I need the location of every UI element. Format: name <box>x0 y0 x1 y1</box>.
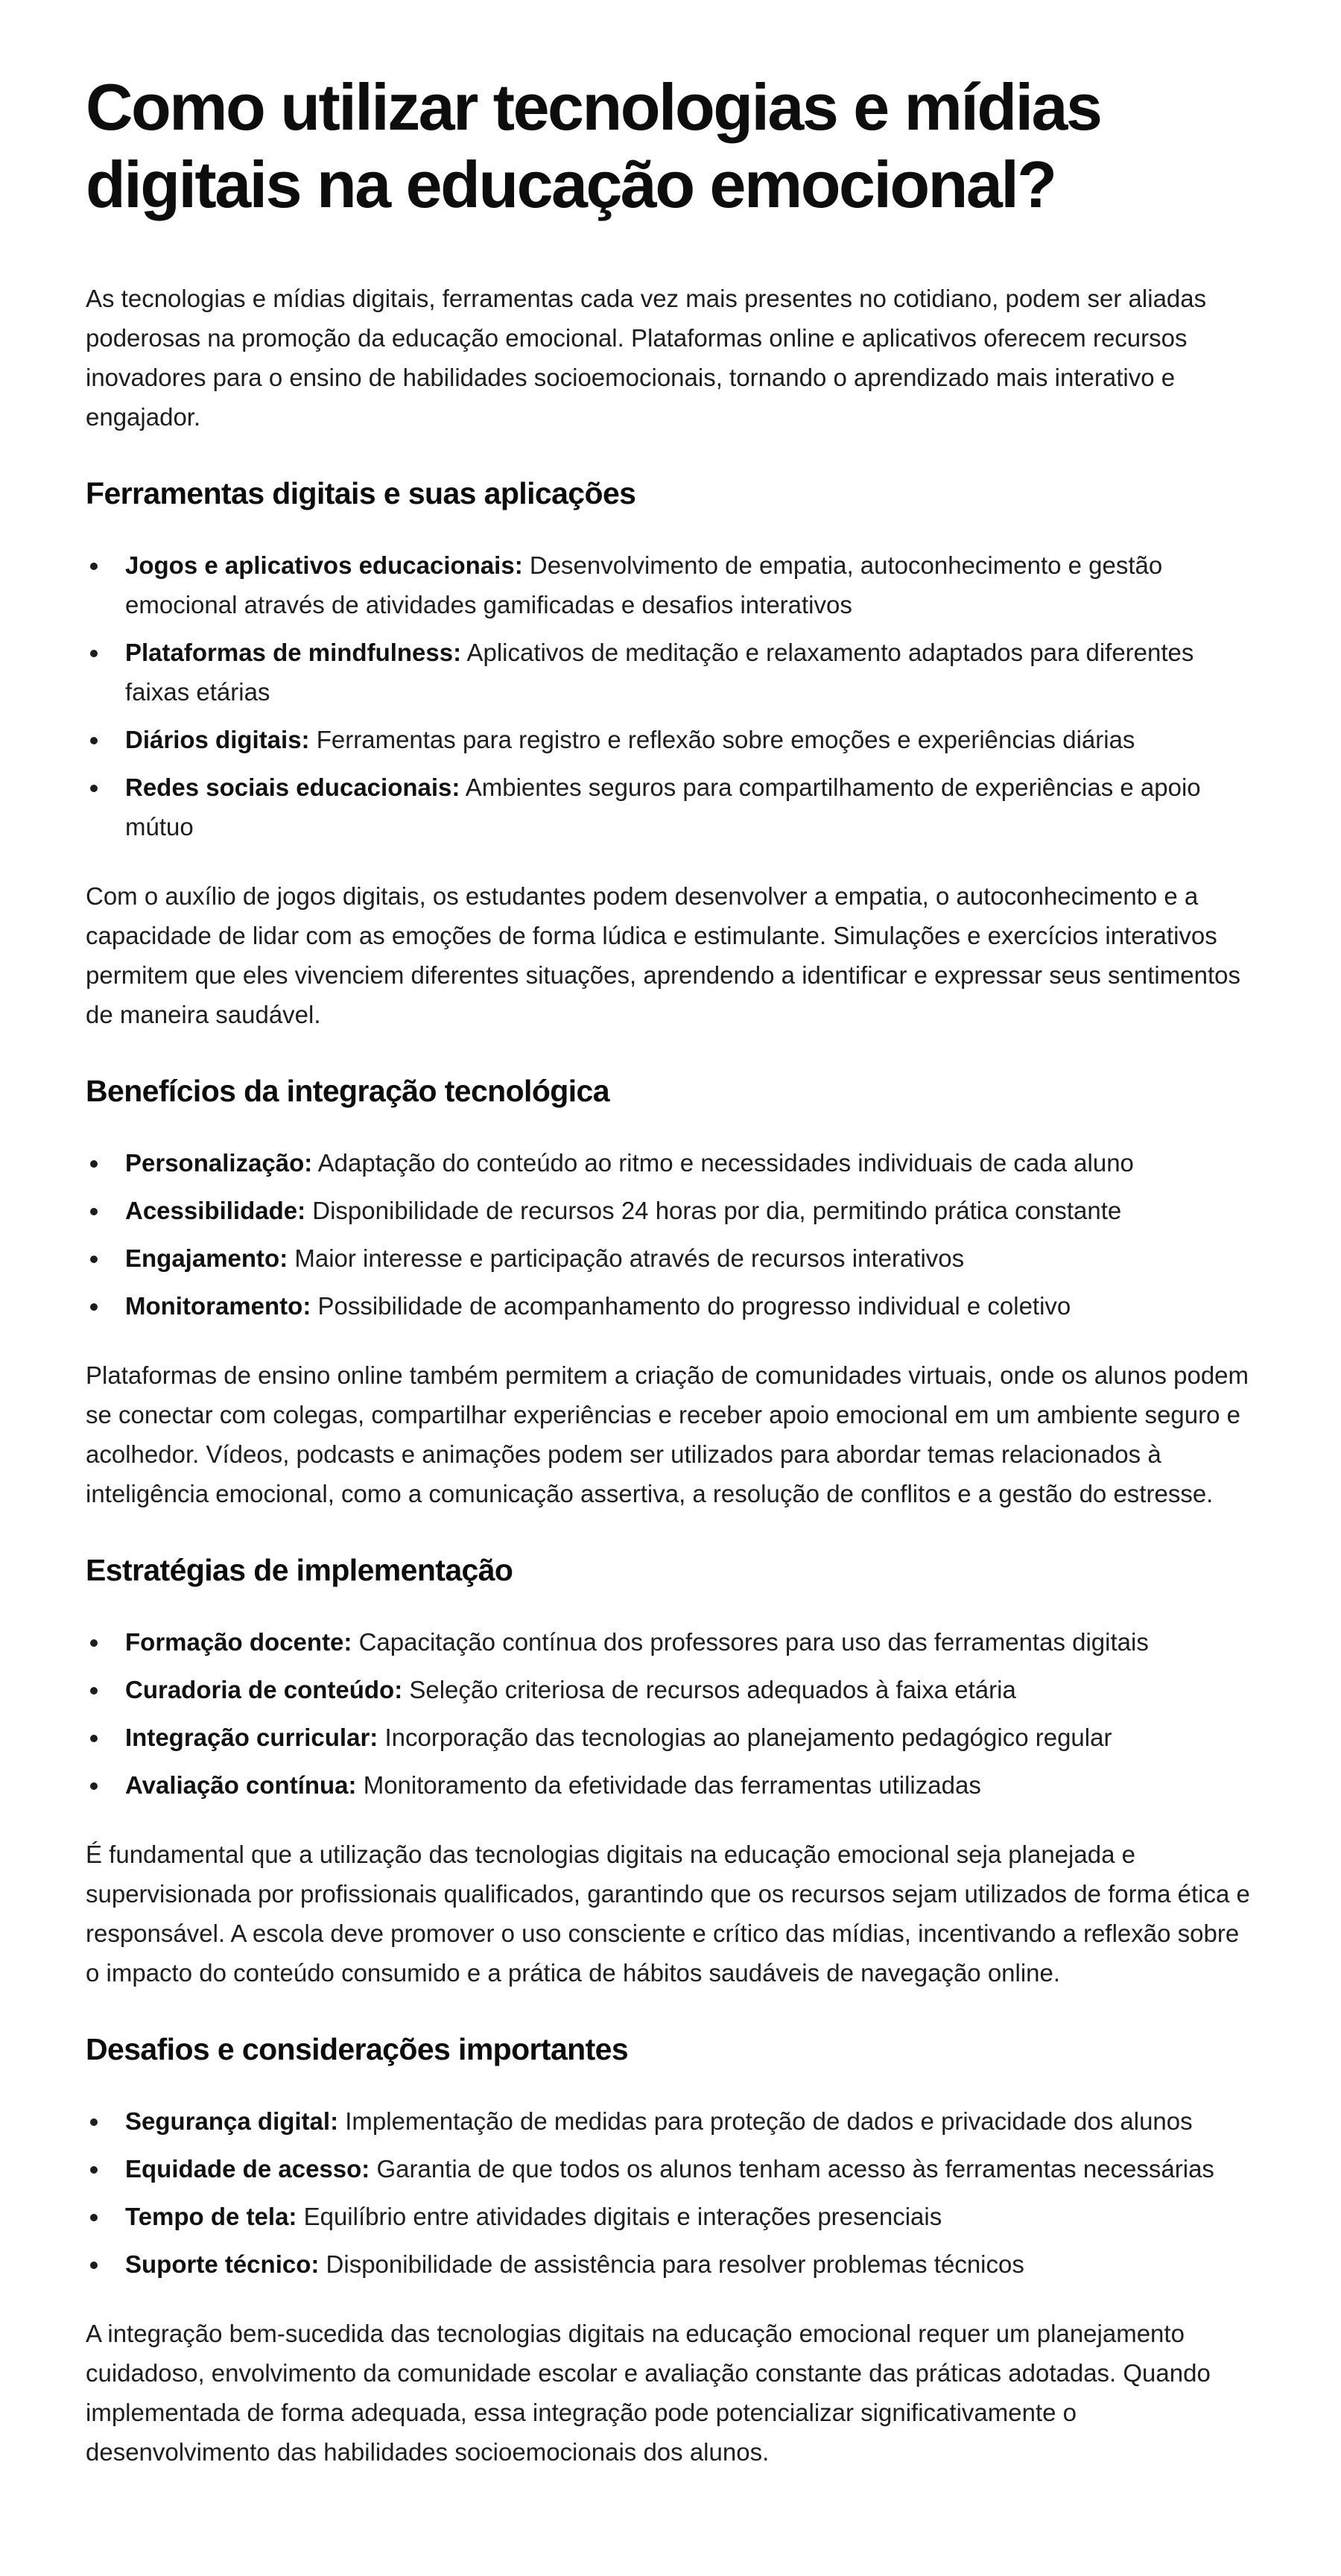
list-item <box>125 633 1255 712</box>
item-text: Equilíbrio entre atividades digitais e interações presenciais <box>297 2203 942 2230</box>
item-text: Incorporação das tecnologias ao planejamento pedagógico regular <box>378 1724 1112 1751</box>
item-term: Acessibilidade: <box>125 1197 306 1224</box>
list-item <box>125 1191 1255 1230</box>
item-term: Tempo de tela: <box>125 2203 297 2230</box>
item-term: Formação docente: <box>125 1628 352 1656</box>
item-text: Adaptação do conteúdo ao ritmo e necessidades individuais de cada aluno <box>312 1149 1134 1177</box>
list-item <box>125 2197 1255 2236</box>
item-term: Redes sociais educacionais: <box>125 773 460 801</box>
section-paragraph: A integração bem-sucedida das tecnologias digitais na educação emocional requer um planejamento cuidadoso, envolvimento da comunidade escolar e avaliação constante das práticas adotadas. Quando implementada de forma adequada, essa integração pode potencializar significativamente o desenvolvimento das habilidades socioemocionais dos alunos. <box>86 2320 1211 2466</box>
item-text: Capacitação contínua dos professores para uso das ferramentas digitais <box>352 1628 1149 1656</box>
item-text: Implementação de medidas para proteção de dados e privacidade dos alunos <box>338 2107 1193 2135</box>
section-heading-beneficios: Benefícios da integração tecnológica <box>86 1074 609 1108</box>
list-item <box>125 1286 1255 1326</box>
intro-paragraph: As tecnologias e mídias digitais, ferramentas cada vez mais presentes no cotidiano, podem ser aliadas poderosas na promoção da educação emocional. Plataformas online e aplicativos oferecem recursos inovadores para o ensino de habilidades socioemocionais, tornando o aprendizado mais interativo e engajador. <box>86 285 1207 431</box>
list-item <box>125 2244 1255 2284</box>
list-item <box>125 1670 1255 1709</box>
bullet-list <box>86 545 1255 846</box>
list-item <box>125 1143 1255 1183</box>
list-item <box>125 2149 1255 2189</box>
item-text: Desenvolvimento de empatia, autoconhecimento e gestão emocional através de atividades gamificadas e desafios interativos <box>125 551 1163 618</box>
list-item <box>125 1238 1255 1278</box>
item-text: Monitoramento da efetividade das ferramentas utilizadas <box>356 1771 981 1799</box>
list-item <box>125 2101 1255 2141</box>
bullet-list <box>86 1143 1255 1326</box>
item-term: Integração curricular: <box>125 1724 378 1751</box>
list-item <box>125 768 1255 846</box>
section-heading-estrategias: Estratégias de implementação <box>86 1553 513 1587</box>
item-text: Ambientes seguros para compartilhamento de experiências e apoio mútuo <box>125 773 1201 841</box>
item-term: Curadoria de conteúdo: <box>125 1676 403 1703</box>
list-item <box>125 720 1255 759</box>
item-term: Avaliação contínua: <box>125 1771 357 1799</box>
item-text: Disponibilidade de assistência para resolver problemas técnicos <box>319 2250 1024 2278</box>
item-term: Plataformas de mindfulness: <box>125 639 462 666</box>
item-term: Monitoramento: <box>125 1292 311 1320</box>
item-term: Jogos e aplicativos educacionais: <box>125 551 523 579</box>
item-term: Suporte técnico: <box>125 2250 320 2278</box>
item-term: Engajamento: <box>125 1244 288 1272</box>
section-paragraph: É fundamental que a utilização das tecnologias digitais na educação emocional seja planejada e supervisionada por profissionais qualificados, garantindo que os recursos sejam utilizados de forma ética e responsável. A escola deve promover o uso consciente e crítico das mídias, incentivando a reflexão sobre o impacto do conteúdo consumido e a prática de hábitos saudáveis de navegação online. <box>86 1841 1250 1987</box>
section-paragraph: Plataformas de ensino online também permitem a criação de comunidades virtuais, onde os alunos podem se conectar com colegas, compartilhar experiências e receber apoio emocional em um ambiente seguro e acolhedor. Vídeos, podcasts e animações podem ser utilizados para abordar temas relacionados à inteligência emocional, como a comunicação assertiva, a resolução de conflitos e a gestão do estresse. <box>86 1361 1249 1507</box>
page-title: Como utilizar tecnologias e mídias digitais na educação emocional? <box>86 70 1101 221</box>
section-heading-ferramentas: Ferramentas digitais e suas aplicações <box>86 476 636 510</box>
list-item <box>125 1622 1255 1662</box>
list-item <box>125 1765 1255 1805</box>
item-term: Diários digitais: <box>125 726 310 753</box>
item-text: Ferramentas para registro e reflexão sobre emoções e experiências diárias <box>309 726 1135 753</box>
bullet-list <box>86 2101 1255 2284</box>
item-text: Seleção criteriosa de recursos adequados à faixa etária <box>402 1676 1016 1703</box>
section-paragraph: Com o auxílio de jogos digitais, os estudantes podem desenvolver a empatia, o autoconhecimento e a capacidade de lidar com as emoções de forma lúdica e estimulante. Simulações e exercícios interativos permitem que eles vivenciem diferentes situações, aprendendo a identificar e expressar seus sentimentos de maneira saudável. <box>86 882 1240 1028</box>
item-term: Segurança digital: <box>125 2107 339 2135</box>
bullet-list <box>86 1622 1255 1805</box>
list-item <box>125 1718 1255 1757</box>
item-text: Garantia de que todos os alunos tenham acesso às ferramentas necessárias <box>370 2155 1214 2183</box>
section-heading-desafios: Desafios e considerações importantes <box>86 2032 629 2066</box>
item-text: Aplicativos de meditação e relaxamento adaptados para diferentes faixas etárias <box>125 639 1194 706</box>
item-text: Disponibilidade de recursos 24 horas por dia, permitindo prática constante <box>305 1197 1122 1224</box>
item-text: Maior interesse e participação através de recursos interativos <box>288 1244 965 1272</box>
item-term: Personalização: <box>125 1149 313 1177</box>
list-item <box>125 545 1255 624</box>
item-text: Possibilidade de acompanhamento do progresso individual e coletivo <box>311 1292 1071 1320</box>
item-term: Equidade de acesso: <box>125 2155 370 2183</box>
